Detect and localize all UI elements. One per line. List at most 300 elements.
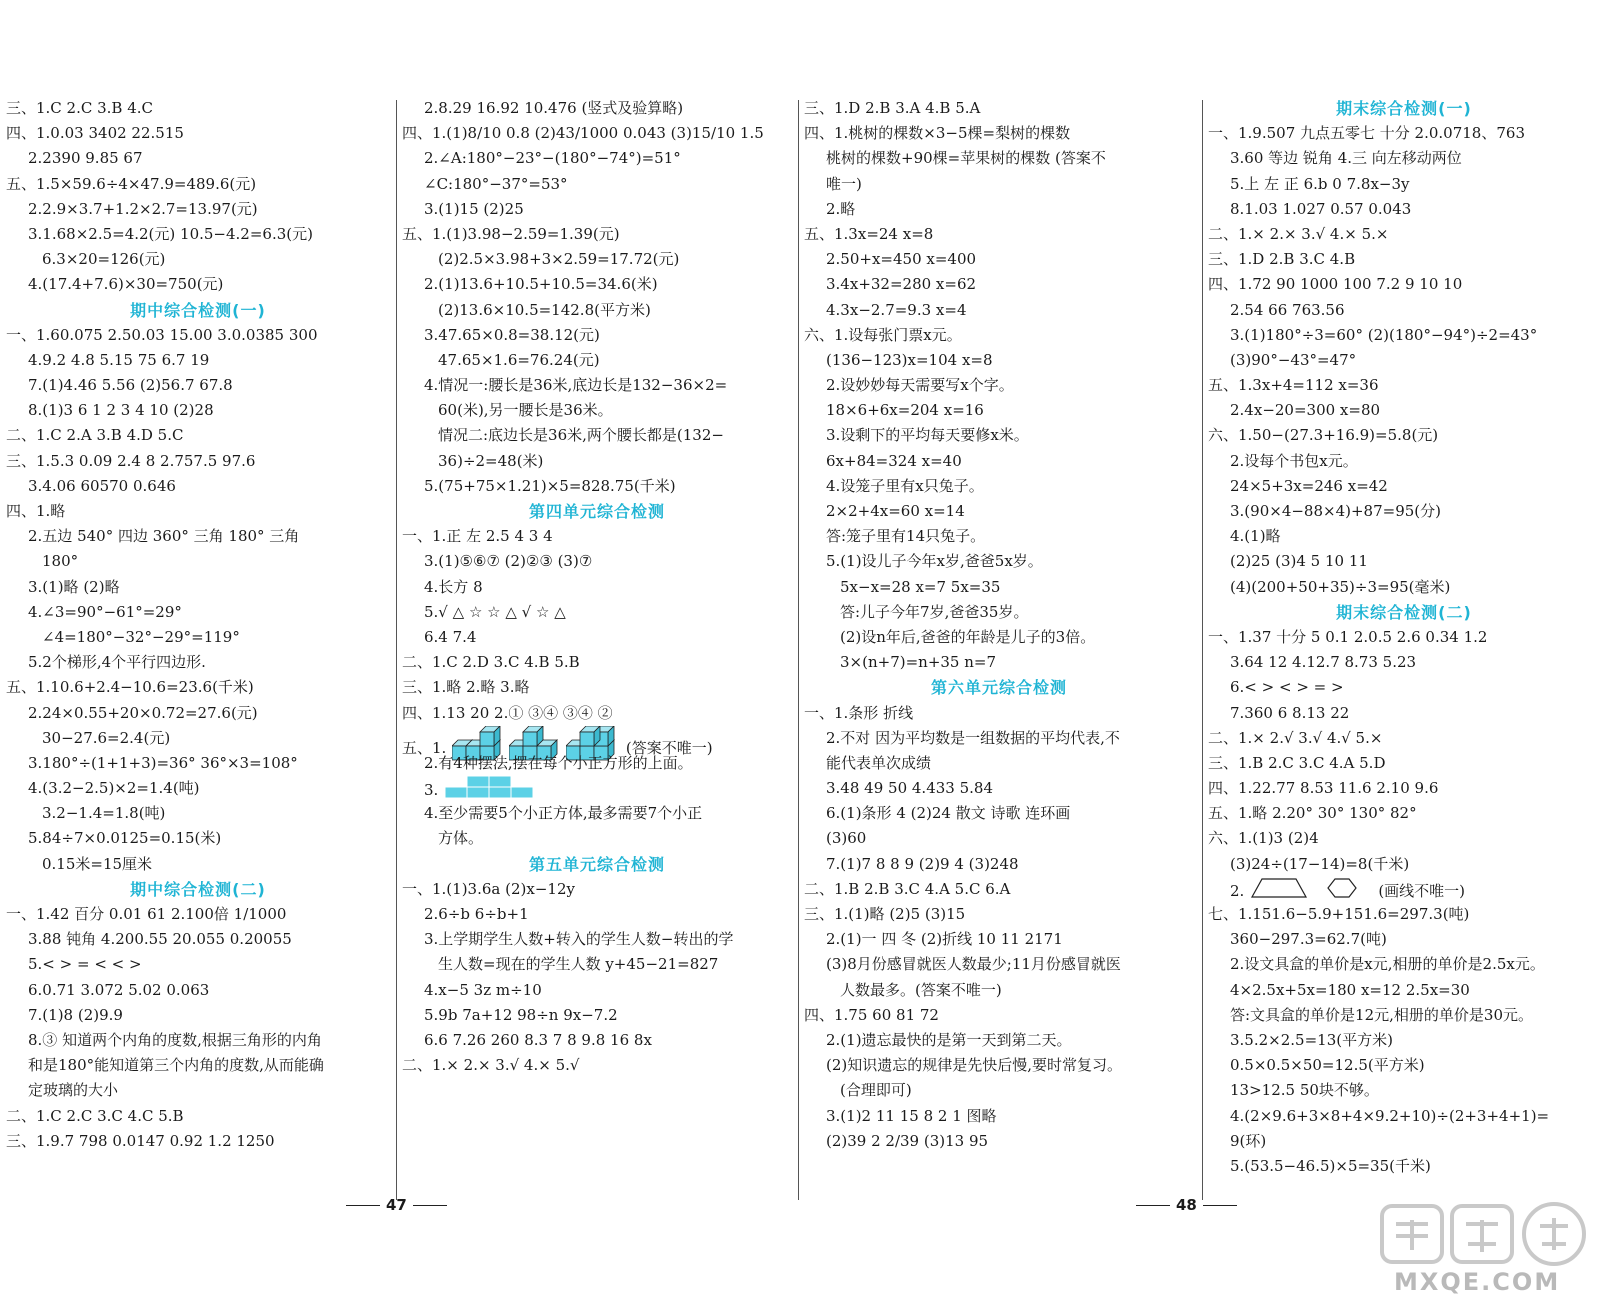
answer-text: 答:儿子今年7岁,爸爸35岁。 [840,602,1029,621]
answer-text: (3)90°−43°=47° [1230,350,1357,369]
answer-text: 三、1.5.3 0.09 2.4 8 2.757.5 97.6 [6,451,256,470]
answer-line [402,877,792,902]
answer-text: 4.∠3=90°−61°=29° [28,602,182,621]
answer-line [804,701,1194,726]
answer-text: 6.4 7.4 [424,627,477,646]
answer-line [402,222,792,247]
answer-line [402,398,792,423]
answer-line [402,826,792,851]
trapezoid-hexagon-icon [1250,877,1370,899]
answer-line [804,549,1194,574]
answer-line [402,978,792,1003]
answer-column-1 [6,96,390,1196]
answer-text: 5.(53.5−46.5)×5=35(千米) [1230,1156,1431,1175]
answer-line [6,449,390,474]
answer-text: (合理即可) [840,1081,912,1100]
section-heading [1208,600,1600,625]
answer-line [402,902,792,927]
answer-line [1208,751,1600,776]
answer-line [6,625,390,650]
answer-text: (2)13.6×10.5=142.8(平方米) [438,300,651,319]
answer-text: 二、1.× 2.× 3.√ 4.× 5.× [1208,224,1389,243]
answer-text: 唯一) [826,174,862,193]
answer-line [6,96,390,121]
answer-line [804,121,1194,146]
answer-line [804,801,1194,826]
answer-line [804,1129,1194,1154]
answer-text: 4.长方 8 [424,577,483,596]
answer-text: 4.设笼子里有x只兔子。 [826,476,984,495]
answer-line [804,1028,1194,1053]
answer-text: 8.1.03 1.027 0.57 0.043 [1230,199,1412,218]
answer-text: 3.47.65×0.8=38.12(元) [424,325,600,344]
answer-text: 6.0.71 3.072 5.02 0.063 [28,980,210,999]
answer-text: 60(米),另一腰长是36米。 [438,401,613,420]
answer-line [1208,524,1600,549]
answer-line [402,146,792,171]
answer-line [1208,675,1600,700]
answer-text: 2.8.29 16.92 10.476 (竖式及验算略) [424,99,684,117]
answer-line [6,1028,390,1053]
answer-text: 3.(90×4−88×4)+87=95(分) [1230,502,1441,520]
answer-text: 2.50+x=450 x=400 [826,250,977,269]
answer-text: 四、1.略 [6,502,66,520]
answer-text: 3.设剩下的平均每天要修x米。 [826,426,1029,445]
answer-line [402,650,792,675]
answer-text: 一、1.9.507 九点五零七 十分 2.0.0718、763 [1208,124,1525,143]
answer-text: 三、1.C 2.C 3.B 4.C [6,99,154,117]
answer-text: 四、1.(1)8/10 0.8 (2)43/1000 0.043 (3)15/10 1.5 [402,124,764,143]
answer-text: 四、1.桃树的棵数×3−5棵=梨树的棵数 [804,124,1071,143]
answer-text: 4.(1)略 [1230,527,1281,546]
answer-text: 3.4.06 60570 0.646 [28,476,176,495]
answer-line [402,801,792,826]
answer-text: 5.(1)设儿子今年x岁,爸爸5x岁。 [826,552,1043,571]
answer-text: 一、1.条形 折线 [804,703,914,722]
answer-line [804,423,1194,448]
answer-text: 五、1.3x+4=112 x=36 [1208,376,1379,395]
answer-text: 5.√ △ ☆ ☆ △ √ ☆ △ [424,602,566,621]
answer-text: 4.9.2 4.8 5.15 75 6.7 19 [28,350,210,369]
answer-text: 二、1.× 2.√ 3.√ 4.√ 5.× [1208,728,1383,747]
answer-text: (2)25 (3)4 5 10 11 [1230,552,1368,571]
answer-line [1208,474,1600,499]
answer-text: 3.60 等边 锐角 4.三 向左移动两位 [1230,149,1462,168]
answer-text: 13>12.5 50块不够。 [1230,1081,1379,1100]
answer-text: 三、1.D 2.B 3.A 4.B 5.A [804,99,981,117]
answer-text: 24×5+3x=246 x=42 [1230,476,1388,495]
answer-text: 五、1.10.6+2.4−10.6=23.6(千米) [6,678,254,697]
section-heading [804,675,1194,700]
section-heading [1208,96,1600,121]
answer-text: 3.(1)2 11 15 8 2 1 图略 [826,1106,997,1125]
answer-text: 第六单元综合检测 [930,678,1067,698]
answer-line [6,826,390,851]
answer-line [1208,1028,1600,1053]
answer-text: 3.1.68×2.5=4.2(元) 10.5−4.2=6.3(元) [28,224,313,243]
answer-line [6,675,390,700]
answer-line [6,751,390,776]
answer-line [402,751,792,776]
answer-text: 方体。 [438,829,484,848]
answer-note: (答案不唯一) [625,738,713,757]
answer-text: 3.(1)15 (2)25 [424,199,524,218]
answer-text: 30−27.6=2.4(元) [42,728,171,747]
answer-text: 五、1.5×59.6÷4×47.9=489.6(元) [6,174,257,193]
answer-text: 2.4x−20=300 x=80 [1230,401,1381,420]
answer-text: 2.6÷b 6÷b+1 [424,905,529,923]
answer-text: 5.< > = < < > [28,955,142,974]
answer-line [6,1104,390,1129]
answer-text: 四、1.22.77 8.53 11.6 2.10 9.6 [1208,779,1439,798]
answer-line [402,1003,792,1028]
answer-text: 2.2390 9.85 67 [28,149,143,168]
answer-text: 5.2个梯形,4个平行四边形. [28,653,206,672]
answer-text: 期末综合检测(一) [1336,99,1472,118]
answer-line [804,373,1194,398]
answer-line [804,524,1194,549]
answer-line [402,96,792,121]
answer-text: 七、1.151.6−5.9+151.6=297.3(吨) [1208,905,1470,923]
answer-line [6,499,390,524]
answer-text: 3.88 钝角 4.200.55 20.055 0.20055 [28,930,292,949]
answer-line [6,1003,390,1028]
answer-line [1208,1003,1600,1028]
answer-line [1208,121,1600,146]
answer-line [804,474,1194,499]
answer-text: 2.设每个书包x元。 [1230,451,1358,470]
answer-line [402,197,792,222]
answer-text: 5.84÷7×0.0125=0.15(米) [28,829,222,848]
answer-text: 三、1.(1)略 (2)5 (3)15 [804,905,966,923]
answer-line [6,927,390,952]
answer-text: 2.设文具盒的单价是x元,相册的单价是2.5x元。 [1230,955,1545,974]
answer-line [1208,549,1600,574]
answer-text: 一、1.(1)3.6a (2)x−12y [402,879,575,898]
answer-text: 4×2.5x+5x=180 x=12 2.5x=30 [1230,980,1470,999]
answer-text: 期中综合检测(一) [130,300,266,320]
answer-line [1208,902,1600,927]
answer-text: 六、1.50−(27.3+16.9)=5.8(元) [1208,426,1439,445]
answer-text: 2.设妙妙每天需要写x个字。 [826,376,1014,395]
column-divider [396,100,397,1200]
answer-text: 6.6 7.26 260 8.3 7 8 9.8 16 8x [424,1030,652,1049]
answer-line [402,272,792,297]
answer-text: 47.65×1.6=76.24(元) [438,350,600,369]
section-heading [6,298,390,323]
answer-text: 期末综合检测(二) [1336,602,1472,622]
answer-text: 五、1.略 2.20° 30° 130° 82° [1208,804,1417,823]
answer-line [402,1053,792,1078]
answer-text: 一、1.60.075 2.50.03 15.00 3.0.0385 300 [6,325,318,344]
answer-line [804,348,1194,373]
answer-line [804,902,1194,927]
answer-line [6,146,390,171]
answer-text: 6.(1)条形 4 (2)24 散文 诗歌 连环画 [826,804,1071,823]
answer-text: 一、1.37 十分 5 0.1 2.0.5 2.6 0.34 1.2 [1208,627,1488,646]
answer-line [6,852,390,877]
answer-line [804,449,1194,474]
answer-line [402,776,792,801]
answer-text: 三、1.9.7 798 0.0147 0.92 1.2 1250 [6,1131,275,1150]
answer-line [6,1053,390,1078]
answer-text: (136−123)x=104 x=8 [826,350,993,369]
answer-line [804,852,1194,877]
answer-text: 答:文具盒的单价是12元,相册的单价是30元。 [1230,1005,1533,1024]
answer-text: (2)2.5×3.98+3×2.59=17.72(元) [438,250,680,269]
answer-text: 四、1.0.03 3402 22.515 [6,124,184,143]
answer-text: 四、1.72 90 1000 100 7.2 9 10 10 [1208,275,1463,294]
answer-line [1208,499,1600,524]
answer-line [804,600,1194,625]
column-divider [798,100,799,1200]
answer-text: 7.(1)7 8 8 9 (2)9 4 (3)248 [826,854,1019,873]
section-heading [6,877,390,902]
answer-text: 4.x−5 3z m÷10 [424,980,542,999]
answer-line [1208,423,1600,448]
answer-text: 三、1.D 2.B 3.C 4.B [1208,250,1356,269]
answer-text: 二、1.C 2.D 3.C 4.B 5.B [402,653,580,672]
answer-text: 五、1.(1)3.98−2.59=1.39(元) [402,224,620,243]
answer-text: (2)设n年后,爸爸的年龄是儿子的3倍。 [840,627,1096,646]
answer-column-2 [402,96,792,1196]
answer-text: (2)39 2 2/39 (3)13 95 [826,1131,989,1150]
answer-text: 2.略 [826,199,856,218]
answer-text: 4.(3.2−2.5)×2=1.4(吨) [28,779,200,798]
answer-text: 3.2−1.4=1.8(吨) [42,804,166,823]
answer-line [1208,323,1600,348]
answer-line [6,776,390,801]
answer-text: 3.(1)⑤⑥⑦ (2)②③ (3)⑦ [424,552,593,571]
answer-line [1208,172,1600,197]
answer-text: 3.64 12 4.12.7 8.73 5.23 [1230,653,1417,672]
answer-text: 18×6+6x=204 x=16 [826,401,984,420]
answer-text: 能代表单次成绩 [826,753,932,772]
answer-text: 5.9b 7a+12 98÷n 9x−7.2 [424,1005,618,1024]
answer-line [1208,146,1600,171]
answer-line [6,348,390,373]
answer-text: 三、1.略 2.略 3.略 [402,678,530,697]
answer-line [6,474,390,499]
answer-line [6,600,390,625]
answer-line [804,751,1194,776]
answer-line [6,373,390,398]
answer-text: 人数最多。(答案不唯一) [840,980,1002,999]
answer-line [402,524,792,549]
answer-line [402,927,792,952]
answer-line [1208,650,1600,675]
answer-text: ∠4=180°−32°−29°=119° [42,627,240,646]
answer-line [6,978,390,1003]
answer-text: (3)60 [826,829,867,848]
answer-line [1208,449,1600,474]
answer-text: 9(环) [1230,1131,1267,1150]
answer-line [1208,272,1600,297]
answer-text: 第四单元综合检测 [528,502,665,521]
answer-line [804,146,1194,171]
answer-text: (2)知识遗忘的规律是先快后慢,要时常复习。 [826,1056,1123,1075]
page-number-left: 47 [340,1196,453,1214]
answer-line [402,726,792,757]
answer-text: 4.(17.4+7.6)×30=750(元) [28,275,224,294]
answer-text: 2.24×0.55+20×0.72=27.6(元) [28,703,258,722]
answer-text: 情况二:底边长是36米,两个腰长都是(132− [438,426,724,445]
answer-text: 7.(1)8 (2)9.9 [28,1005,123,1024]
answer-text: 生人数=现在的学生人数 y+45−21=827 [438,955,719,974]
answer-text: 期中综合检测(二) [130,879,266,899]
answer-text: 一、1.正 左 2.5 4 3 4 [402,527,553,546]
answer-line [6,1129,390,1154]
answer-column-3 [804,96,1194,1196]
answer-line [402,348,792,373]
answer-line [6,121,390,146]
watermark-logo [1378,1200,1596,1296]
answer-text: 2.不对 因为平均数是一组数据的平均代表,不 [826,728,1120,747]
answer-line [402,323,792,348]
answer-text: 第五单元综合检测 [528,854,665,874]
page-number-right: 48 [1130,1196,1243,1214]
answer-text: 定玻璃的大小 [28,1081,119,1100]
answer-line [402,121,792,146]
answer-line [804,952,1194,977]
answer-line [402,247,792,272]
answer-line [804,247,1194,272]
answer-line [6,952,390,977]
answer-line [1208,826,1600,851]
answer-line [804,776,1194,801]
answer-text: (3)24÷(17−14)=8(千米) [1230,854,1410,873]
answer-text: 2.五边 540° 四边 360° 三角 180° 三角 [28,527,300,546]
answer-line [6,524,390,549]
answer-line [402,549,792,574]
answer-line [804,272,1194,297]
answer-text: 2×2+4x=60 x=14 [826,502,965,520]
answer-line [1208,927,1600,952]
answer-text: 36)÷2=48(米) [438,451,544,470]
answer-line [6,549,390,574]
answer-line [804,927,1194,952]
answer-line [804,575,1194,600]
answer-line [1208,877,1600,902]
answer-line [1208,222,1600,247]
answer-text: 六、1.设每张门票x元。 [804,325,962,344]
answer-line [1208,247,1600,272]
answer-line [6,423,390,448]
answer-text: 6x+84=324 x=40 [826,451,962,470]
answer-line [804,726,1194,751]
answer-text: 2.∠A:180°−23°−(180°−74°)=51° [424,149,681,168]
answer-line [402,1028,792,1053]
answer-line [804,1003,1194,1028]
answer-line [804,978,1194,1003]
answer-line [6,650,390,675]
answer-line [804,625,1194,650]
answer-line [1208,373,1600,398]
answer-text: 2.54 66 763.56 [1230,300,1345,319]
answer-line [804,826,1194,851]
answer-line [804,197,1194,222]
answer-text: 3×(n+7)=n+35 n=7 [840,653,997,672]
answer-text: 一、1.42 百分 0.01 61 2.100倍 1/1000 [6,905,287,923]
answer-text: 5x−x=28 x=7 5x=35 [840,577,1001,596]
answer-text: 二、1.C 2.C 3.C 4.C 5.B [6,1106,184,1125]
answer-line [1208,978,1600,1003]
block-figure-icon [444,776,540,798]
answer-line [1208,1078,1600,1103]
answer-line [1208,1129,1600,1154]
answer-line [1208,776,1600,801]
answer-line [804,172,1194,197]
answer-text: 3.上学期学生人数+转入的学生人数−转出的学 [424,930,734,949]
answer-line [804,1053,1194,1078]
answer-text: 3.48 49 50 4.433 5.84 [826,779,993,798]
answer-line [402,952,792,977]
watermark-text: MXQE.COM [1394,1268,1561,1296]
answer-text: 2. [1230,881,1245,900]
answer-text: 6.< > < > = > [1230,678,1344,697]
section-heading [402,852,792,877]
answer-text: (4)(200+50+35)÷3=95(毫米) [1230,577,1451,596]
answer-text: 5.上 左 正 6.b 0 7.8x−3y [1230,174,1410,193]
column-divider [1202,100,1203,1200]
answer-text: 3.4x+32=280 x=62 [826,275,977,294]
answer-text: 4.(2×9.6+3×8+4×9.2+10)÷(2+3+4+1)= [1230,1106,1550,1125]
answer-line [1208,726,1600,751]
answer-line [1208,1154,1600,1179]
answer-text: 6.3×20=126(元) [42,250,166,269]
answer-line [6,1078,390,1103]
answer-line [1208,801,1600,826]
answer-text: 2.有4种摆法,摆在每个小正方形的上面。 [424,753,693,772]
answer-line [6,197,390,222]
answer-line [804,222,1194,247]
answer-text: 桃树的棵数+90棵=苹果树的棵数 (答案不 [826,149,1106,168]
answer-line [6,801,390,826]
section-heading [402,499,792,524]
answer-text: 4.至少需要5个小正方体,最多需要7个小正 [424,804,703,823]
answer-text: 2.(1)13.6+10.5+10.5=34.6(米) [424,275,658,294]
answer-text: 四、1.13 20 2.① ③④ ③④ ② [402,703,613,722]
answer-line [1208,701,1600,726]
answer-text: 3.(1)180°÷3=60° (2)(180°−94°)÷2=43° [1230,325,1538,344]
answer-line [6,575,390,600]
answer-text: (3)8月份感冒就医人数最少;11月份感冒就医 [826,955,1121,974]
answer-line [1208,1053,1600,1078]
answer-line [1208,852,1600,877]
answer-text: 8.③ 知道两个内角的度数,根据三角形的内角 [28,1030,322,1049]
answer-line [1208,625,1600,650]
answer-text: 和是180°能知道第三个内角的度数,从而能确 [28,1056,324,1075]
answer-text: 0.15米=15厘米 [42,854,153,873]
answer-line [1208,197,1600,222]
answer-text: 7.360 6 8.13 22 [1230,703,1350,722]
answer-line [1208,348,1600,373]
answer-line [6,701,390,726]
answer-text: 3.5.2×2.5=13(平方米) [1230,1030,1393,1049]
answer-line [402,172,792,197]
answer-line [804,298,1194,323]
answer-line [804,96,1194,121]
answer-line [1208,298,1600,323]
answer-line [6,902,390,927]
answer-text: 4.3x−2.7=9.3 x=4 [826,300,967,319]
answer-line [6,272,390,297]
answer-text: 3. [424,781,439,800]
answer-text: 答:笼子里有14只兔子。 [826,527,986,546]
answer-text: 8.(1)3 6 1 2 3 4 10 (2)28 [28,401,214,420]
answer-text: 四、1.75 60 81 72 [804,1005,939,1024]
answer-line [6,398,390,423]
